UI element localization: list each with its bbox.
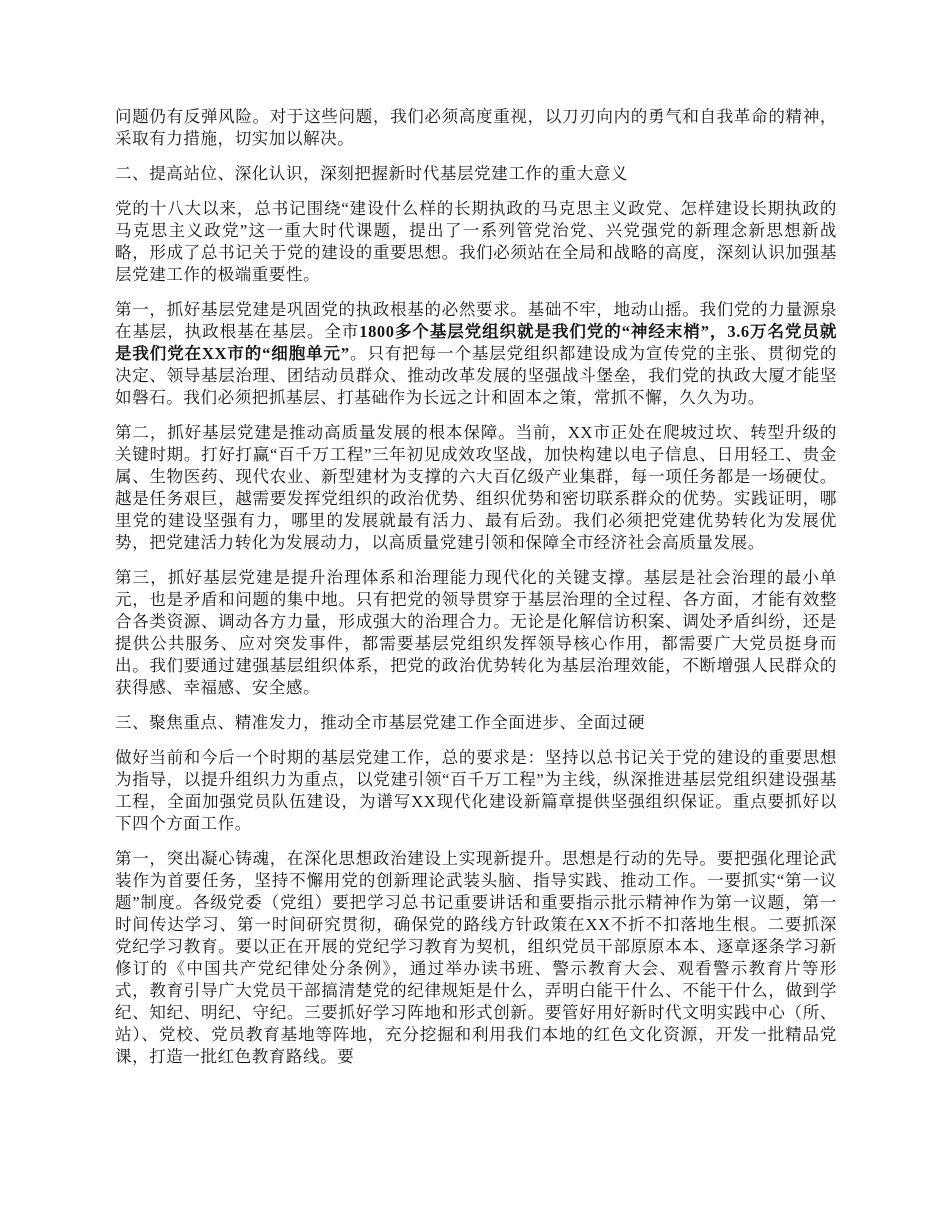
- paragraph-text: 第一，抓好基层党建是巩固党的执政根基的必然要求。基础不牢，地动山摇。我们党的力量源泉在基层，执政根基在基层。全市: [115, 300, 837, 341]
- paragraph-text: 第二，抓好基层党建是推动高质量发展的根本保障。当前，XX市正处在爬坡过坎、转型升级的关键时期。打好打赢“百千万工程”三年初见成效攻坚战，加快构建以电子信息、日用轻工、贵金属、生物医药、现代农业、新型建材为支撑的六大百亿级产业集群，每一项任务都是一场硬仗。越是任务艰巨，越需要发挥党组织的政治优势、组织优势和密切联系群众的优势。实践证明，哪里党的建设坚强有力，哪里的发展就最有活力、最有后劲。我们必须把党建优势转化为发展优势，把党建活力转化为发展动力，以高质量党建引领和保障全市经济社会高质量发展。: [115, 423, 837, 552]
- heading-section-2: [115, 163, 837, 185]
- paragraph-text: 。只有把每一个基层党组织都建设成为宣传党的主张、贯彻党的决定、领导基层治理、团结动员群众、推动改革发展的坚强战斗堡垒，我们党的执政大厦才能坚如磐石。我们必须把抓基层、打基础作为长远之计和固本之策，常抓不懈，久久为功。: [115, 344, 837, 407]
- heading-text: 三、聚焦重点、精准发力，推动全市基层党建工作全面进步、全面过硬: [115, 713, 646, 732]
- document-body: [115, 106, 837, 1081]
- paragraph-text: 党的十八大以来，总书记围绕“建设什么样的长期执政的马克思主义政党、怎样建设长期执政的马克思主义政党”这一重大时代课题，提出了一系列管党治党、兴党强党的新理念新思想新战略，形成了总书记关于党的建设的重要思想。我们必须站在全局和战略的高度，深刻认识加强基层党建工作的极端重要性。: [115, 199, 837, 284]
- paragraph-text: 问题仍有反弹风险。对于这些问题，我们必须高度重视，以刀刃向内的勇气和自我革命的精神，采取有力措施，切实加以解决。: [115, 107, 837, 148]
- paragraph-risk-warning: [115, 106, 837, 150]
- heading-section-3: [115, 712, 837, 734]
- paragraph-18th-congress: [115, 198, 837, 286]
- paragraph-text: 第三，抓好基层党建是提升治理体系和治理能力现代化的关键支撑。基层是社会治理的最小单元，也是矛盾和问题的集中地。只有把党的领导贯穿于基层治理的全过程、各方面，才能有效整合各类资源、调动各方力量，形成强大的治理合力。无论是化解信访积案、调处矛盾纠纷，还是提供公共服务、应对突发事件，都需要基层党组织发挥领导核心作用，都需要广大党员挺身而出。我们要通过建强基层组织体系，把党的政治优势转化为基层治理效能，不断增强人民群众的获得感、幸福感、安全感。: [115, 568, 837, 697]
- paragraph-task-1-ideology: [115, 848, 837, 1068]
- paragraph-point-2-development: [115, 422, 837, 554]
- paragraph-point-1-foundation: [115, 299, 837, 409]
- paragraph-text: 做好当前和今后一个时期的基层党建工作，总的要求是：坚持以总书记关于党的建设的重要思想为指导，以提升组织力为重点，以党建引领“百千万工程”为主线，纵深推进基层党组织建设强基工程，全面加强党员队伍建设，为谱写XX现代化建设新篇章提供坚强组织保证。重点要抓好以下四个方面工作。: [115, 748, 837, 833]
- paragraph-text-bold: 1800多个基层党组织就是我们党的“神经末梢”，3.6万名党员就是我们党在XX市的“细胞单元”: [115, 322, 837, 363]
- paragraph-overall-requirements: [115, 747, 837, 835]
- paragraph-point-3-governance: [115, 567, 837, 699]
- heading-text: 二、提高站位、深化认识，深刻把握新时代基层党建工作的重大意义: [115, 164, 628, 183]
- paragraph-text: 第一，突出凝心铸魂，在深化思想政治建设上实现新提升。思想是行动的先导。要把强化理论武装作为首要任务，坚持不懈用党的创新理论武装头脑、指导实践、推动工作。一要抓实“第一议题”制度。各级党委（党组）要把学习总书记重要讲话和重要指示批示精神作为第一议题，第一时间传达学习、第一时间研究贯彻，确保党的路线方针政策在XX不折不扣落地生根。二要抓深党纪学习教育。要以正在开展的党纪学习教育为契机，组织党员干部原原本本、逐章逐条学习新修订的《中国共产党纪律处分条例》，通过举办读书班、警示教育大会、观看警示教育片等形式，教育引导广大党员干部搞清楚党的纪律规矩是什么，弄明白能干什么、不能干什么，做到学纪、知纪、明纪、守纪。三要抓好学习阵地和形式创新。要管好用好新时代文明实践中心（所、站）、党校、党员教育基地等阵地，充分挖掘和利用我们本地的红色文化资源，开发一批精品党课，打造一批红色教育路线。要: [115, 849, 837, 1066]
